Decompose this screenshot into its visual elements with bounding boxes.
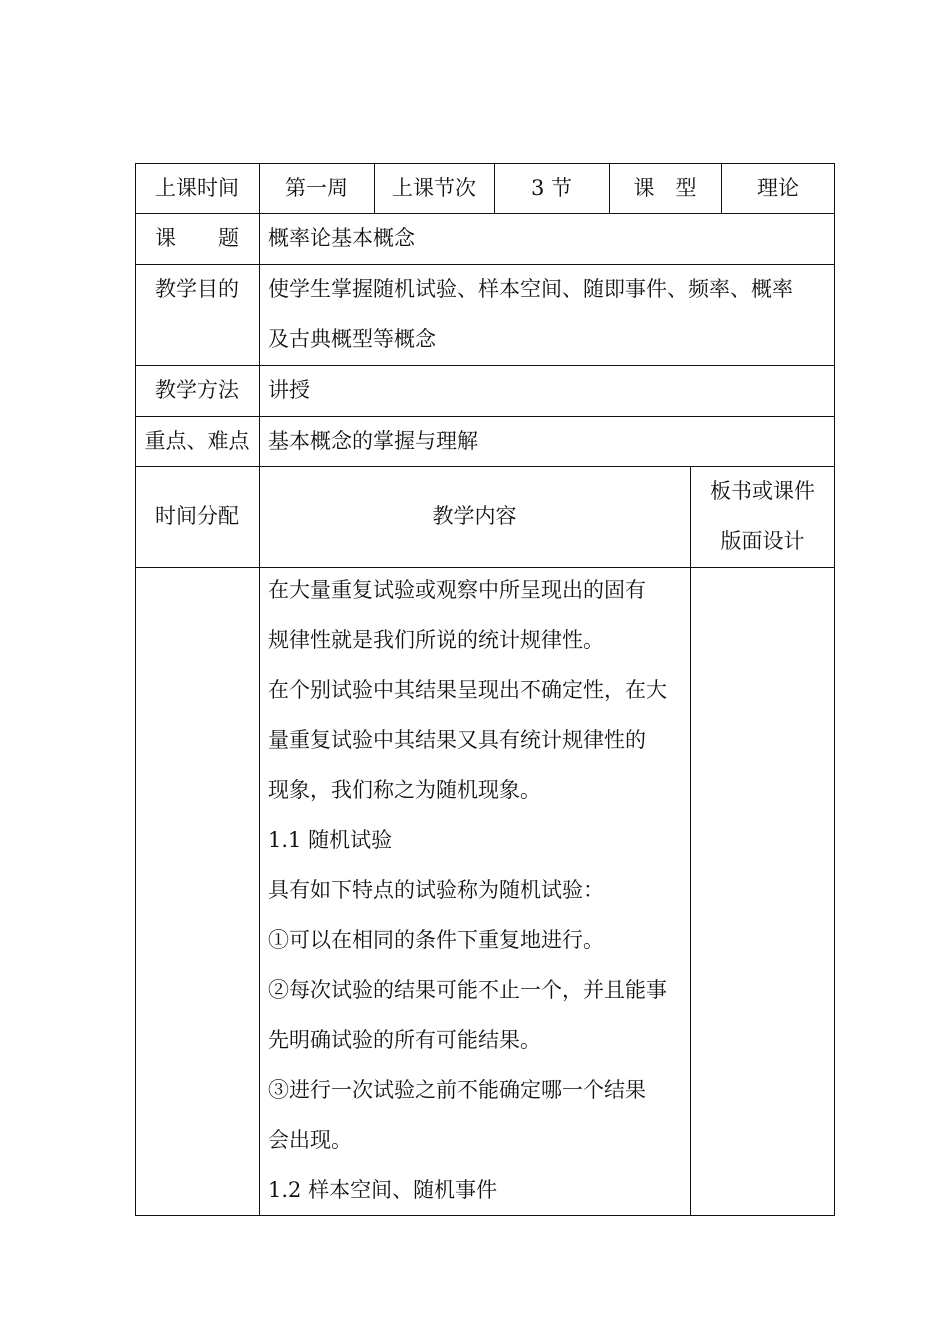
content-line: 量重复试验中其结果又具有统计规律性的 [268,728,646,752]
class-time-label: 上课时间 [155,176,239,200]
content-line: 规律性就是我们所说的统计规律性。 [268,628,604,652]
teaching-content-body [268,565,686,1215]
method-label: 教学方法 [155,378,239,402]
method-value: 讲授 [268,378,310,402]
course-type-value: 理论 [757,176,799,200]
class-period-label: 上课节次 [392,176,476,200]
course-type-label: 课 型 [633,176,697,200]
board-design-header-line: 板书或课件 [710,479,815,503]
column-divider [259,163,260,1216]
objective-line: 及古典概型等概念 [268,327,436,351]
class-period-value: 3 节 [530,176,573,200]
column-divider [690,466,691,1216]
content-line: 在个别试验中其结果呈现出不确定性，在大 [268,678,667,702]
list-item: ①可以在相同的条件下重复地进行。 [268,928,604,952]
key-points-label: 重点、难点 [144,429,250,453]
content-line: 在大量重复试验或观察中所呈现出的固有 [268,578,646,602]
content-line: 会出现。 [268,1128,352,1152]
section-heading: 1.1 随机试验 [268,828,393,852]
week-value: 第一周 [285,176,348,200]
key-points-value: 基本概念的掌握与理解 [268,429,478,453]
content-line: 具有如下特点的试验称为随机试验： [268,878,604,902]
objective-line: 使学生掌握随机试验、样本空间、随即事件、频率、概率 [268,277,793,301]
objective-label: 教学目的 [155,277,239,301]
time-allocation-header: 时间分配 [155,504,239,528]
topic-value: 概率论基本概念 [268,226,415,250]
section-heading: 1.2 样本空间、随机事件 [268,1178,498,1202]
board-design-header-line: 版面设计 [720,529,805,553]
list-item: ③进行一次试验之前不能确定哪一个结果 [268,1078,646,1102]
list-item: ②每次试验的结果可能不止一个，并且能事 [268,978,667,1002]
content-line: 先明确试验的所有可能结果。 [268,1028,541,1052]
teaching-content-header: 教学内容 [432,504,517,528]
content-line: 现象，我们称之为随机现象。 [268,778,541,802]
topic-label: 课 题 [155,226,239,250]
